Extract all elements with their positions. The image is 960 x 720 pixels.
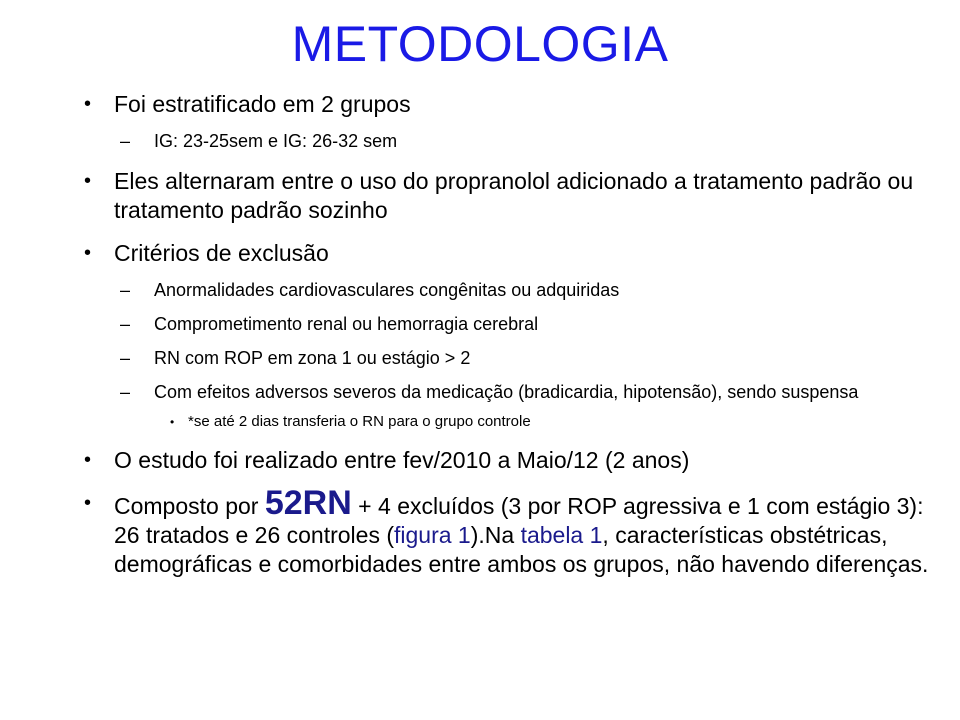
sub-bullet-text: Comprometimento renal ou hemorragia cerebral (154, 314, 539, 334)
sub-bullet-item (84, 380, 934, 404)
sub-bullet-text: Com efeitos adversos severos da medicação (bradicardia, hipotensão), sendo suspensa (154, 382, 859, 402)
slide-title: METODOLOGIA (291, 16, 669, 72)
sub-bullet-item (84, 129, 934, 153)
bullet-icon: • (170, 415, 175, 429)
bullet-text: Eles alternaram entre o uso do propranolol adicionado a tratamento padrão ou tratamento padrão sozinho (114, 168, 914, 223)
dash-icon: – (120, 314, 131, 334)
sub-bullet-text: RN com ROP em zona 1 ou estágio > 2 (154, 348, 471, 368)
bullet-text-mid2: ).Na (470, 522, 521, 548)
bullet-item (84, 484, 934, 579)
bullet-icon: • (84, 242, 92, 264)
highlight-count: 52RN (264, 484, 352, 522)
table-reference-link[interactable]: tabela 1 (520, 522, 603, 548)
bullet-item (84, 90, 934, 119)
note-item (84, 412, 934, 432)
sub-bullet-text: IG: 23-25sem e IG: 26-32 sem (154, 131, 398, 151)
bullet-text-pre: Composto por (114, 493, 265, 519)
bullet-icon: • (84, 93, 92, 115)
note-text: *se até 2 dias transferia o RN para o grupo controle (188, 413, 531, 430)
bullet-icon: • (84, 492, 92, 514)
slide-content (84, 90, 934, 579)
sub-bullet-item (84, 312, 934, 336)
bullet-text: Foi estratificado em 2 grupos (114, 91, 411, 117)
bullet-item (84, 239, 934, 268)
sub-bullet-text: Anormalidades cardiovasculares congênitas ou adquiridas (154, 280, 620, 300)
bullet-icon: • (84, 170, 92, 192)
dash-icon: – (120, 131, 131, 151)
bullet-text-post: , características obstétricas, demográficas e comorbidades entre ambos os grupos, não havendo diferenças. (114, 522, 929, 577)
bullet-text: Critérios de exclusão (114, 240, 329, 266)
dash-icon: – (120, 382, 131, 402)
sub-bullet-item (84, 278, 934, 302)
bullet-item (84, 167, 934, 225)
bullet-text-mid: + 4 excluídos (3 por ROP agressiva e 1 com estágio 3): 26 tratados e 26 controles ( (114, 493, 924, 548)
sub-bullet-item (84, 346, 934, 370)
dash-icon: – (120, 348, 131, 368)
figure-reference-link[interactable]: figura 1 (394, 522, 471, 548)
bullet-item (84, 446, 934, 475)
bullet-icon: • (84, 449, 92, 471)
bullet-text: O estudo foi realizado entre fev/2010 a Maio/12 (2 anos) (114, 447, 690, 473)
dash-icon: – (120, 280, 131, 300)
